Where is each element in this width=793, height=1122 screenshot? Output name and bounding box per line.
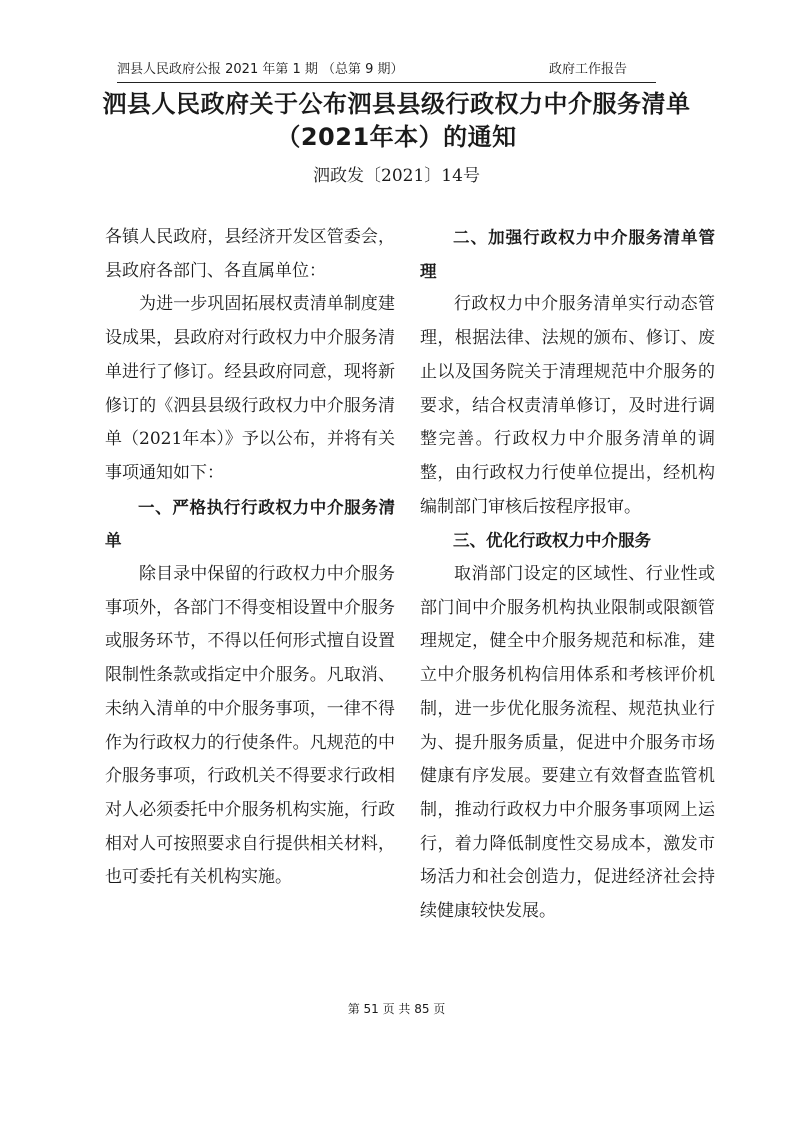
left-column	[105, 221, 395, 895]
section-3-paragraph: 取消部门设定的区域性、行业性或部门间中介服务机构执业限制或限额管理规定，健全中介服务规范和标准，建立中介服务机构信用体系和考核评价机制，进一步优化服务流程、规范执业行为、提升服务质量，促进中介服务市场健康有序发展。要建立有效督查监管机制，推动行政权力中介服务事项网上运行，着力降低制度性交易成本，激发市场活力和社会创造力，促进经济社会持续健康较快发展。	[420, 564, 715, 922]
recipients-paragraph: 各镇人民政府，县经济开发区管委会，县政府各部门、各直属单位：	[105, 227, 395, 281]
section-1-paragraph: 除目录中保留的行政权力中介服务事项外，各部门不得变相设置中介服务或服务环节，不得以任何形式擅自设置限制性条款或指定中介服务。凡取消、未纳入清单的中介服务事项，一律不得作为行政权力的行使条件。凡规范的中介服务事项，行政机关不得要求行政相对人必须委托中介服务机构实施，行政相对人可按照要求自行提供相关材料，也可委托有关机构实施。	[105, 564, 395, 888]
document-title	[60, 88, 733, 154]
intro-paragraph: 为进一步巩固拓展权责清单制度建设成果，县政府对行政权力中介服务清单进行了修订。经县政府同意，现将新修订的《泗县县级行政权力中介服务清单（2021年本）》予以公布，并将有关事项通知如下：	[105, 294, 395, 483]
section-2-heading: 二、加强行政权力中介服务清单管理	[420, 228, 715, 281]
right-column	[420, 221, 715, 929]
title-line-2: （2021年本）的通知	[276, 123, 517, 151]
gazette-issue-label: 泗县人民政府公报 2021 年第 1 期 （总第 9 期）	[117, 62, 404, 77]
section-label: 政府工作报告	[549, 62, 628, 77]
page-number-footer: 第 51 页 共 85 页	[347, 1002, 446, 1016]
section-3-heading: 三、优化行政权力中介服务	[453, 531, 651, 551]
document-number: 泗政发〔2021〕14号	[313, 166, 480, 186]
section-2-paragraph: 行政权力中介服务清单实行动态管理，根据法律、法规的颁布、修订、废止以及国务院关于清理规范中介服务的要求，结合权责清单修订，及时进行调整完善。行政权力中介服务清单的调整，由行政权力行使单位提出，经机构编制部门审核后按程序报审。	[420, 294, 715, 517]
running-header	[117, 60, 656, 83]
title-line-1: 泗县人民政府关于公布泗县县级行政权力中介服务清单	[102, 90, 691, 118]
section-1-heading: 一、严格执行行政权力中介服务清单	[105, 497, 395, 551]
